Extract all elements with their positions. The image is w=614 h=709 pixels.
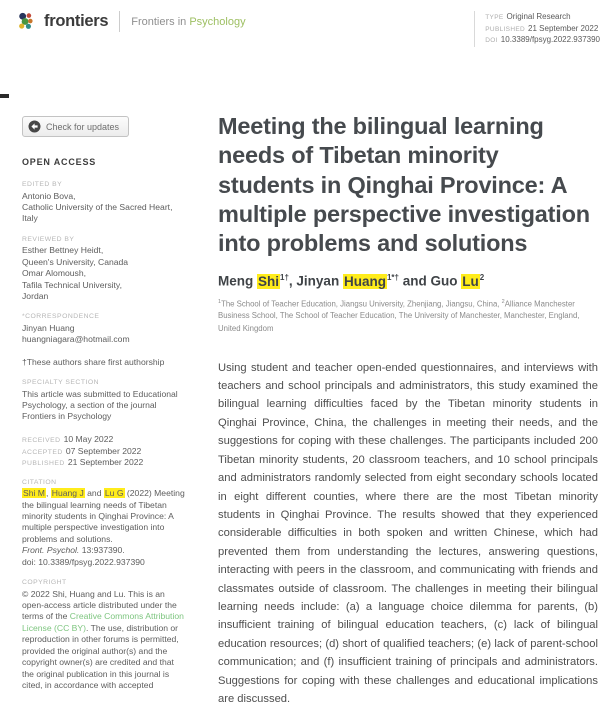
page-edge-mark	[0, 94, 9, 98]
published-line	[485, 24, 600, 33]
brand-row	[16, 11, 246, 32]
frontiers-logo-icon	[16, 11, 37, 32]
correspondence-email[interactable]: huangniagara@hotmail.com	[22, 334, 130, 345]
open-access-heading: OPEN ACCESS	[22, 157, 97, 167]
citation-section	[22, 479, 188, 568]
article-main	[218, 112, 598, 709]
doi-value: 10.3389/fpsyg.2022.937390	[500, 35, 600, 44]
copyright-post: . The use, distribution or reproduction in other forums is permitted, provided the original author(s) and the copyright owner(s) are credited and that the original publication in this journal is cited, in accordance with accepted	[22, 622, 179, 691]
authorship-footnote-text: †These authors share first authorship	[22, 356, 165, 367]
crossmark-icon	[28, 120, 41, 133]
citation-author-2: Huang J	[51, 488, 84, 499]
reviewer-2-name: Omar Alomoush,	[22, 268, 86, 279]
affiliation-2-sup: 2	[501, 298, 505, 305]
citation-text	[22, 488, 188, 568]
received-line	[22, 434, 188, 446]
affiliation-2-text: Alliance Manchester Business School, The School of Teacher Education, The University of Manchester, Manchester, England, United Kingdom	[218, 299, 580, 333]
citation-label: CITATION	[22, 478, 57, 486]
copyright-text	[22, 589, 188, 692]
author-1-sup: 1†	[280, 273, 289, 283]
header-divider	[119, 11, 120, 32]
author-3-sup: 2	[479, 273, 485, 283]
meta-divider	[474, 11, 475, 47]
affiliation-1-text: The School of Teacher Education, Jiangsu University, Zhenjiang, Jiangsu, China,	[221, 299, 502, 309]
dates-section	[22, 434, 188, 469]
type-value: Original Research	[506, 12, 571, 21]
received-value: 10 May 2022	[63, 433, 114, 444]
author-1-last-highlight: Shi	[258, 273, 280, 289]
citation-volume: 13:937390.	[79, 545, 125, 556]
citation-journal: Front. Psychol.	[22, 545, 80, 556]
received-label: RECEIVED	[22, 436, 61, 444]
copyright-section	[22, 579, 188, 691]
check-for-updates-label: Check for updates	[46, 121, 120, 132]
author-3-last-highlight: Lu	[462, 273, 479, 289]
reviewer-2-country: Jordan	[22, 290, 49, 301]
edited-by-section	[22, 181, 188, 225]
page-header	[16, 11, 600, 47]
copyright-pre: © 2022 Shi, Huang and Lu. This is an open-access article distributed under the terms of the	[22, 588, 177, 622]
citation-sep-1: ,	[45, 488, 51, 499]
specialty-text: This article was submitted to Educational Psychology, a section of the journal Frontiers in Psychology	[22, 388, 178, 422]
published-line-sidebar	[22, 457, 188, 469]
author-line	[218, 273, 598, 289]
article-type-line	[485, 12, 600, 21]
citation-author-1: Shi M	[23, 488, 45, 499]
author-2-last-highlight: Huang	[343, 273, 386, 289]
author-3-first: and Guo	[398, 273, 462, 289]
citation-sep-2: and	[84, 488, 104, 499]
correspondence-section	[22, 313, 188, 345]
accepted-value: 07 September 2022	[65, 445, 142, 456]
editor-country: Italy	[22, 213, 38, 224]
reviewed-by-label: REVIEWED BY	[22, 235, 75, 243]
citation-author-3: Lu G	[104, 488, 124, 499]
reviewed-by-section	[22, 236, 188, 303]
editor-name: Antonio Bova,	[22, 190, 76, 201]
specialty-label: SPECIALTY SECTION	[22, 379, 99, 387]
author-2-sup: 1*†	[386, 273, 399, 283]
accepted-line	[22, 446, 188, 458]
copyright-label: COPYRIGHT	[22, 579, 67, 587]
citation-doi: doi: 10.3389/fpsyg.2022.937390	[22, 556, 145, 567]
citation-body: (2022) Meeting the bilingual learning needs of Tibetan minority students in Qinghai Province: A multiple perspective investigation into problems and solutions.	[22, 488, 185, 544]
accepted-label: ACCEPTED	[22, 448, 63, 456]
published-value: 21 September 2022	[528, 23, 599, 33]
published-label-sidebar: PUBLISHED	[22, 460, 65, 468]
article-title: Meeting the bilingual learning needs of Tibetan minority students in Qinghai Province: A multiple perspective investigation into problems and solutions	[218, 113, 590, 256]
doi-line	[485, 35, 600, 44]
abstract-paragraph: Using student and teacher open-ended questionnaires, and interviews with teachers and school principals and administrators, this study examined the bilingual learning difficulties faced by the Tibetan minority students in Qinghai Province, China, the challenges in meeting their needs, and the suggestions for coping with these challenges. The participants included 200 Tibetan minority students, 20 classroom teachers, and 10 school principals and administrators randomly selected from eight secondary schools located in eight different counties, where there are the most Tibetan minority students in Qinghai Province. The results showed that they experienced considerable difficulties in both spoken and written Chinese, which had prevented them from understanding the lectures, answering questions, interacting with peers in the classroom, and communicating with friends and classmates outside of classroom. The challenges in meeting their bilingual learning needs include: (a) a language choice dilemma for parents, (b) insufficient training of bilingual education teachers, (c) lack of bilingual education resources; (d) short of qualified teachers; (e) lack of parent-school communication; and (f) insufficient training of principals and administrators. Suggestions for coping with these challenges and educational implications are discussed.	[218, 361, 598, 706]
reviewer-2-affiliation: Tafila Technical University,	[22, 279, 122, 290]
check-for-updates-button[interactable]	[22, 116, 129, 137]
author-2-first: , Jinyan	[288, 273, 343, 289]
cc-by-license-link[interactable]: Creative Commons Attribution License (CC BY)	[22, 611, 184, 633]
author-1-first: Meng	[218, 273, 257, 289]
published-label: PUBLISHED	[485, 25, 526, 33]
brand-name: frontiers	[44, 12, 109, 30]
editor-affiliation: Catholic University of the Sacred Heart,	[22, 201, 173, 212]
journal-name	[131, 16, 245, 28]
sidebar	[22, 157, 188, 702]
reviewer-1-name: Esther Bettney Heidt,	[22, 245, 104, 256]
specialty-section	[22, 379, 188, 423]
article-meta-block	[474, 11, 600, 47]
edited-by-label: EDITED BY	[22, 181, 63, 188]
reviewer-1-affiliation: Queen's University, Canada	[22, 256, 129, 267]
type-label: TYPE	[485, 14, 504, 21]
journal-prefix: Frontiers in	[131, 15, 190, 28]
authorship-footnote	[22, 357, 188, 368]
doi-label: DOI	[485, 37, 498, 44]
correspondence-name: Jinyan Huang	[22, 322, 75, 333]
affiliation-1-sup: 1	[218, 298, 222, 305]
correspondence-label: *CORRESPONDENCE	[22, 313, 100, 321]
published-value-sidebar: 21 September 2022	[67, 457, 144, 468]
journal-name-green: Psychology	[189, 15, 246, 28]
affiliations	[218, 298, 598, 335]
